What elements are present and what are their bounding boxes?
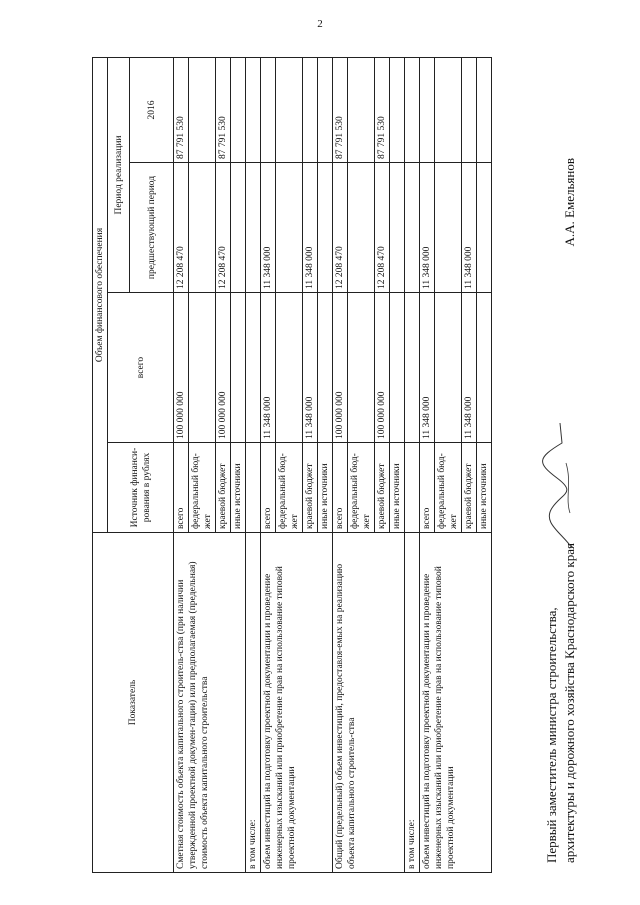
year-2016-cell	[390, 58, 405, 163]
signature-block	[532, 58, 612, 873]
financing-table	[92, 57, 492, 873]
header-total: всего	[108, 293, 174, 443]
total-cell: 100 000 000	[375, 293, 390, 443]
total-cell	[318, 293, 333, 443]
indicator-cell: объем инвестиций на подготовку проектной документации и проведение инженерных изысканий или приобретение прав на использование типовой проектной документации	[420, 533, 492, 873]
year-2016-cell	[348, 58, 375, 163]
total-cell: 100 000 000	[216, 293, 231, 443]
year-2016-cell: 87 791 530	[174, 58, 189, 163]
previous-period-cell: 12 208 470	[375, 163, 390, 293]
previous-period-cell: 12 208 470	[174, 163, 189, 293]
year-2016-cell: 87 791 530	[333, 58, 348, 163]
signatory-title-line2: архитектуры и дорожного хозяйства Краснодарского края	[562, 543, 577, 863]
indicator-cell: Сметная стоимость объекта капитального строитель-ства (при наличии утвержденной проектной докумен-тации) или предполагаемая (предельная) стоимость объекта капитального строительства	[174, 533, 246, 873]
total-cell	[390, 293, 405, 443]
empty-cell	[405, 293, 420, 443]
total-cell	[189, 293, 216, 443]
page-number: 2	[317, 18, 323, 30]
header-period: Период реализации	[108, 58, 130, 293]
source-cell: краевой бюджет	[462, 443, 477, 533]
signatory-title-line1: Первый заместитель министра строительства,	[544, 607, 559, 863]
table-row	[174, 58, 189, 873]
table-row	[405, 58, 420, 873]
previous-period-cell: 12 208 470	[333, 163, 348, 293]
year-2016-cell	[477, 58, 492, 163]
subheading-cell: в том числе:	[246, 533, 261, 873]
table-row	[333, 58, 348, 873]
total-cell: 100 000 000	[174, 293, 189, 443]
previous-period-cell: 11 348 000	[261, 163, 276, 293]
source-cell: краевой бюджет	[216, 443, 231, 533]
year-2016-cell	[261, 58, 276, 163]
source-cell: краевой бюджет	[303, 443, 318, 533]
empty-cell	[405, 443, 420, 533]
table-body	[174, 58, 492, 873]
total-cell	[348, 293, 375, 443]
previous-period-cell: 11 348 000	[420, 163, 435, 293]
previous-period-cell: 12 208 470	[216, 163, 231, 293]
year-2016-cell	[420, 58, 435, 163]
empty-cell	[405, 58, 420, 163]
header-indicator: Показатель	[93, 533, 174, 873]
year-2016-cell	[231, 58, 246, 163]
previous-period-cell	[435, 163, 462, 293]
subheading-cell: в том числе:	[405, 533, 420, 873]
total-cell: 100 000 000	[333, 293, 348, 443]
header-source: Источник финанси-рования в рублях	[108, 443, 174, 533]
year-2016-cell	[303, 58, 318, 163]
previous-period-cell: 11 348 000	[303, 163, 318, 293]
total-cell: 11 348 000	[420, 293, 435, 443]
year-2016-cell	[435, 58, 462, 163]
year-2016-cell	[462, 58, 477, 163]
previous-period-cell	[231, 163, 246, 293]
previous-period-cell	[189, 163, 216, 293]
empty-cell	[246, 163, 261, 293]
indicator-cell: Общий (предельный) объем инвестиций, предоставля-емых на реализацию объекта капитального строитель-ства	[333, 533, 405, 873]
total-cell	[276, 293, 303, 443]
year-2016-cell	[318, 58, 333, 163]
source-cell: всего	[333, 443, 348, 533]
total-cell: 11 348 000	[261, 293, 276, 443]
year-2016-cell	[189, 58, 216, 163]
rotated-document-content	[92, 58, 612, 873]
total-cell: 11 348 000	[462, 293, 477, 443]
table-row	[261, 58, 276, 873]
source-cell: федеральный бюд-жет	[189, 443, 216, 533]
source-cell: иные источники	[390, 443, 405, 533]
total-cell	[435, 293, 462, 443]
source-cell: всего	[174, 443, 189, 533]
year-2016-cell: 87 791 530	[375, 58, 390, 163]
signatory-name: А.А. Емельянов	[562, 158, 577, 247]
total-cell	[231, 293, 246, 443]
total-cell	[477, 293, 492, 443]
source-cell: всего	[420, 443, 435, 533]
source-cell: федеральный бюд-жет	[435, 443, 462, 533]
indicator-cell: объем инвестиций на подготовку проектной документации и проведение инженерных изысканий или приобретение прав на использование типовой проектной документации	[261, 533, 333, 873]
table-row	[246, 58, 261, 873]
previous-period-cell	[390, 163, 405, 293]
source-cell: иные источники	[318, 443, 333, 533]
empty-cell	[405, 163, 420, 293]
empty-cell	[246, 293, 261, 443]
previous-period-cell	[318, 163, 333, 293]
source-cell: краевой бюджет	[375, 443, 390, 533]
year-2016-cell: 87 791 530	[216, 58, 231, 163]
source-cell: всего	[261, 443, 276, 533]
empty-cell	[246, 58, 261, 163]
year-2016-cell	[276, 58, 303, 163]
previous-period-cell: 11 348 000	[462, 163, 477, 293]
source-cell: федеральный бюд-жет	[276, 443, 303, 533]
header-year-2016: 2016	[130, 58, 174, 163]
previous-period-cell	[276, 163, 303, 293]
header-financing-group: Объем финансового обеспечения	[93, 58, 108, 533]
previous-period-cell	[348, 163, 375, 293]
source-cell: иные источники	[231, 443, 246, 533]
handwritten-signature	[532, 413, 582, 553]
previous-period-cell	[477, 163, 492, 293]
total-cell: 11 348 000	[303, 293, 318, 443]
table-row	[420, 58, 435, 873]
source-cell: иные источники	[477, 443, 492, 533]
header-previous-period: предшествующий период	[130, 163, 174, 293]
source-cell: федеральный бюд-жет	[348, 443, 375, 533]
empty-cell	[246, 443, 261, 533]
